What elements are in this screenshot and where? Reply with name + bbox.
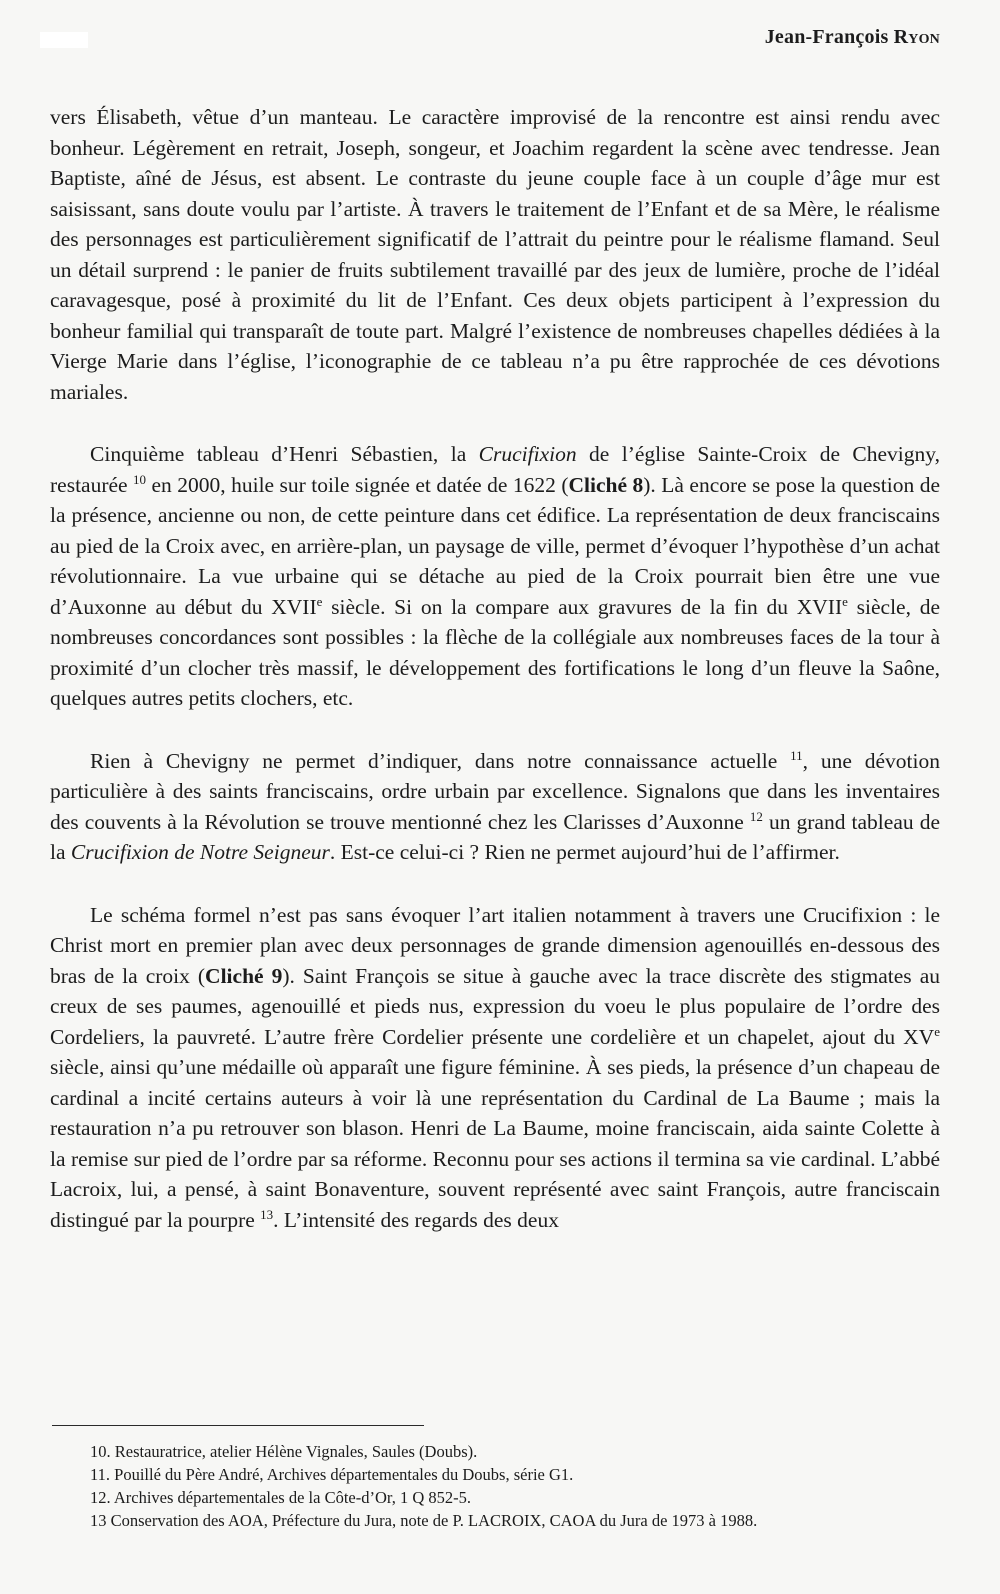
text-run: , une dévotion particulière à des saints franciscains, ordre urbain par excellence. Signalons que dans les inventaires des couvents à la Révolution se trouve mentionné chez les Clarisses d’Auxonne bbox=[50, 748, 940, 834]
text-run: siècle. Si on la compare aux gravures de la fin du XVII bbox=[322, 594, 843, 619]
author-last-name: Ryon bbox=[893, 26, 940, 48]
note-reference: 11 bbox=[790, 747, 803, 763]
text-run: . Est-ce celui-ci ? Rien ne permet aujourd’hui de l’affirmer. bbox=[329, 840, 840, 864]
paragraph bbox=[50, 439, 940, 714]
italic-title: Crucifixion bbox=[478, 442, 577, 466]
italic-title: Crucifixion de Notre Seigneur bbox=[70, 840, 330, 864]
text-run: ). Là encore se pose la question de la présence, ancienne ou non, de cette peinture dans cet édifice. La représentation de deux franciscains au pied de la Croix avec, en arrière-plan, un paysage de ville, permet d’évoquer l’hypothèse d’un achat révolutionnaire. La vue urbaine qui se détache au pied de la Croix pourrait bien être une vue d’Auxonne au début du XVII bbox=[50, 472, 940, 619]
running-head bbox=[765, 26, 940, 49]
text-run: vers Élisabeth, vêtue d’un manteau. Le caractère improvisé de la rencontre est ainsi rendu avec bonheur. Légèrement en retrait, Joseph, songeur, et Joachim regardent la scène avec tendresse. Jean Baptiste, aîné de Jésus, est absent. Le contraste du jeune couple face à un couple d’âge mur est saisissant, sans doute voulu par l’artiste. À travers le traitement de l’Enfant et de sa Mère, le réalisme des personnages est particulièrement significatif de l’attrait du peintre pour le réalisme flamand. Seul un détail surprend : le panier de fruits subtilement travaillé par des jeux de lumière, proche de l’idéal caravagesque, posé à proximité du lit de l’Enfant. Ces deux objets participent à l’expression du bonheur familial qui transparaît de toute part. Malgré l’existence de nombreuses chapelles dédiées à la Vierge Marie dans l’église, l’iconographie de ce tableau n’a pu être rapprochée de ces dévotions mariales. bbox=[50, 105, 940, 404]
text-run: Le schéma formel n’est pas sans évoquer l’art italien notamment à travers une Crucifixion : le Christ mort en premier plan avec deux personnages de grande dimension agenouillés en-dessous des bras de la croix ( bbox=[50, 902, 940, 988]
text-run: ). Saint François se situe à gauche avec la trace discrète des stigmates au creux de ses paumes, agenouillé et pieds nus, expression du voeu le plus populaire de l’ordre des Cordeliers, la pauvreté. L’autre frère Cordelier présente une cordelière et un chapelet, ajout du XV bbox=[50, 963, 940, 1049]
footnote: 11. Pouillé du Père André, Archives départementales du Doubs, série G1. bbox=[90, 1465, 574, 1484]
note-reference: 13 bbox=[260, 1206, 274, 1222]
figure-reference: Cliché 8 bbox=[568, 472, 644, 497]
text-run: siècle, de nombreuses concordances sont possibles : la flèche de la collégiale aux nombreuses faces de la tour à proximité d’un clocher très massif, le développement des fortifications le long d’un fleuve la Saône, quelques autres petits clochers, etc. bbox=[50, 594, 940, 710]
paragraph bbox=[50, 102, 940, 407]
note-reference: e bbox=[934, 1023, 940, 1039]
footnote-divider bbox=[52, 1425, 424, 1426]
author-first-name: Jean-François bbox=[764, 26, 894, 48]
text-run: siècle, ainsi qu’une médaille où apparaît une figure féminine. À ses pieds, la présence d’un chapeau de cardinal a incité certains auteurs à voir là une représentation du Cardinal de La Baume ; mais la restauration n’a pu retrouver son blason. Henri de La Baume, moine franciscain, aida sainte Colette à la remise sur pied de l’ordre par sa réforme. Reconnu pour ses actions il termina sa vie cardinal. L’abbé Lacroix, lui, a pensé, à saint Bonaventure, souvent représenté avec saint François, autre franciscain distingué par la pourpre bbox=[50, 1055, 940, 1232]
note-reference: e bbox=[842, 593, 848, 609]
text-run: un grand tableau de la bbox=[50, 809, 940, 864]
text-run: . L’intensité des regards des deux bbox=[273, 1207, 559, 1232]
text-run: de l’église Sainte-Croix de Chevigny, restaurée bbox=[50, 442, 940, 497]
note-reference: e bbox=[316, 593, 323, 609]
note-reference: 12 bbox=[749, 808, 763, 824]
figure-reference: Cliché 9 bbox=[205, 963, 283, 988]
footnote: 10. Restauratrice, atelier Hélène Vignales, Saules (Doubs). bbox=[90, 1442, 478, 1461]
text-run: Rien à Chevigny ne permet d’indiquer, dans notre connaissance actuelle bbox=[90, 748, 791, 773]
body-text bbox=[50, 102, 940, 1267]
scan-corner-mark bbox=[40, 32, 88, 48]
footnotes bbox=[50, 1440, 940, 1532]
paragraph bbox=[50, 900, 940, 1236]
text-run: en 2000, huile sur toile signée et datée de 1622 ( bbox=[146, 472, 569, 497]
paragraph bbox=[50, 746, 940, 868]
text-run: Cinquième tableau d’Henri Sébastien, la bbox=[90, 442, 479, 466]
footnote: 13 Conservation des AOA, Préfecture du Jura, note de P. LACROIX, CAOA du Jura de 1973 à 1988. bbox=[90, 1511, 758, 1530]
footnote: 12. Archives départementales de la Côte-d’Or, 1 Q 852-5. bbox=[90, 1488, 472, 1507]
note-reference: 10 bbox=[133, 471, 147, 487]
